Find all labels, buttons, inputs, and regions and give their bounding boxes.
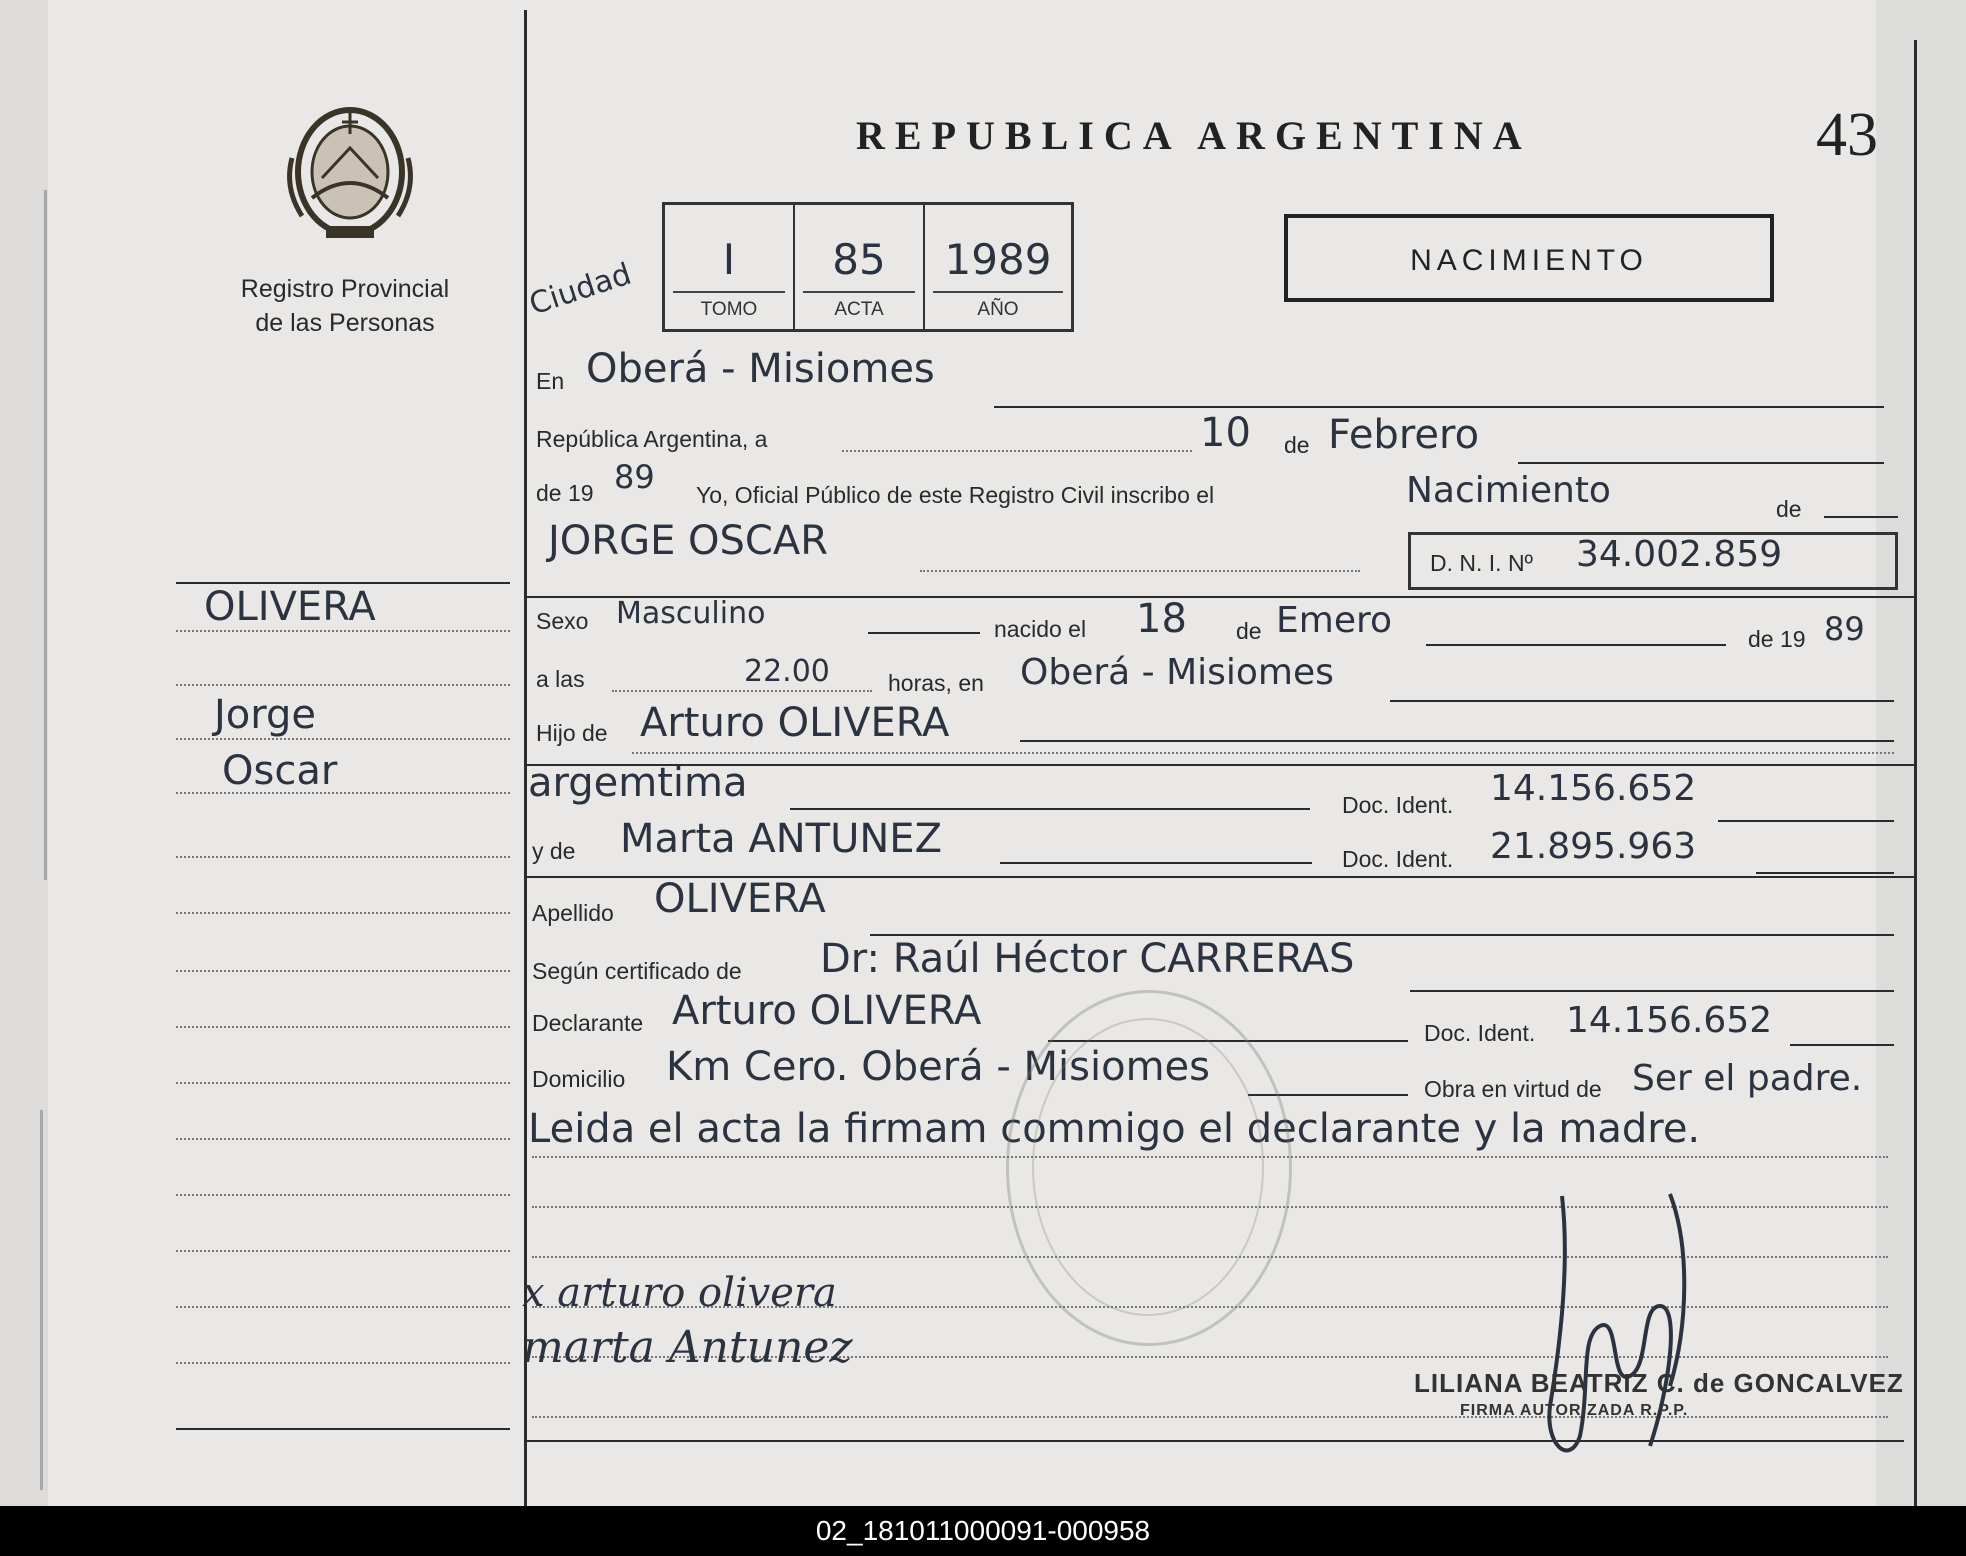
month-value: Febrero (1328, 412, 1480, 458)
dni-label: D. N. I. Nº (1430, 550, 1533, 576)
act-type-box (1284, 214, 1774, 302)
a-las-label: a las (536, 666, 585, 692)
birth-year: 89 (1824, 610, 1865, 648)
page-number: 43 (1816, 101, 1878, 169)
declarante-doc: 14.156.652 (1566, 1000, 1773, 1041)
acta-value: 85 (832, 235, 886, 284)
margin-dotline-13 (176, 1306, 510, 1308)
signature-mother: marta Antunez (522, 1322, 853, 1373)
declarante-label: Declarante (532, 1010, 644, 1036)
apellido-label: Apellido (532, 900, 614, 926)
country-title: REPUBLICA ARGENTINA (856, 113, 1532, 158)
father-name: Arturo OLIVERA (640, 700, 950, 746)
birth-year-prefix: de 19 (1748, 626, 1806, 652)
declarante-value: Arturo OLIVERA (672, 988, 982, 1034)
margin-dotline-4 (176, 792, 510, 794)
inscribo-value: Nacimiento (1406, 470, 1611, 511)
margin-dotline-9 (176, 1082, 510, 1084)
margin-dotline-2 (176, 684, 510, 686)
dni-value: 34.002.859 (1576, 534, 1783, 575)
margin-dotline-5 (176, 856, 510, 858)
ano-label: AÑO (977, 299, 1019, 320)
hour-value: 22.00 (744, 654, 830, 689)
republica-label: República Argentina, a (536, 426, 768, 452)
birth-de-label: de (1236, 618, 1262, 644)
obra-label: Obra en virtud de (1424, 1076, 1602, 1102)
tomo-cell (665, 205, 795, 329)
margin-given-1: Jorge (214, 692, 317, 738)
margin-dotline-6 (176, 912, 510, 914)
act-type-label: NACIMIENTO (1410, 244, 1648, 277)
y-de-label: y de (532, 838, 576, 864)
registry-stamp-inner (1032, 1018, 1264, 1316)
leida-text: Leida el acta la firmam commigo el declarante y la madre. (528, 1106, 1701, 1152)
child-name: JORGE OSCAR (548, 518, 829, 564)
domicilio-value: Km Cero. Oberá - Misiomes (666, 1044, 1210, 1090)
act-number-box (662, 202, 1074, 332)
sexo-value: Masculino (616, 596, 766, 631)
month-de-label: de (1284, 432, 1310, 458)
nacido-label: nacido el (994, 616, 1087, 642)
image-id-caption: 02_181011000091-000958 (815, 1515, 1151, 1546)
birth-month: Emero (1276, 600, 1392, 641)
obra-value: Ser el padre. (1632, 1058, 1863, 1099)
declarante-doc-line (1790, 1044, 1894, 1046)
de-label-2: de (1776, 496, 1802, 522)
margin-surname: OLIVERA (204, 584, 376, 630)
name-dotline (920, 570, 1360, 572)
day-dotline (842, 450, 1192, 452)
year-prefix: de 19 (536, 480, 594, 506)
birth-day: 18 (1136, 596, 1187, 642)
en-line (994, 406, 1884, 408)
mother-line (1000, 862, 1312, 864)
mother-doc-label: Doc. Ident. (1342, 846, 1454, 872)
oficial-text: Yo, Oficial Público de este Registro Civil inscribo el (696, 482, 1215, 508)
binding-stitch (44, 190, 47, 880)
segun-label: Según certificado de (532, 958, 742, 984)
declarante-doc-label: Doc. Ident. (1424, 1020, 1536, 1046)
mother-doc-line (1756, 872, 1894, 874)
hijo-label: Hijo de (536, 720, 608, 746)
tomo-value: I (722, 235, 736, 284)
registry-name (200, 272, 490, 340)
hour-dotline (612, 690, 872, 692)
official-signature-icon (1520, 1186, 1720, 1472)
mother-name: Marta ANTUNEZ (620, 816, 942, 862)
acta-label: ACTA (834, 299, 884, 320)
birth-place-line (1390, 700, 1894, 702)
sexo-line (868, 632, 980, 634)
father-nationality: argemtima (528, 760, 748, 806)
margin-dotline-7 (176, 970, 510, 972)
de-line-2 (1824, 516, 1898, 518)
en-value: Oberá - Misiomes (586, 346, 935, 392)
margin-dotline-10 (176, 1138, 510, 1140)
sexo-label: Sexo (536, 608, 589, 634)
signature-father: x arturo olivera (522, 1270, 837, 1316)
acta-cell (795, 205, 925, 329)
margin-dotline-8 (176, 1026, 510, 1028)
month-line (1518, 462, 1884, 464)
tomo-label: TOMO (700, 299, 758, 320)
ano-underline (933, 291, 1063, 293)
registry-line-2: de las Personas (255, 309, 435, 337)
horas-label: horas, en (888, 670, 984, 696)
margin-dotline-12 (176, 1250, 510, 1252)
province-seal-icon (282, 98, 418, 246)
official-name: LILIANA BEATRIZ C. de GONCALVEZ (1414, 1368, 1904, 1398)
margin-dotline-1 (176, 630, 510, 632)
mother-doc: 21.895.963 (1490, 826, 1697, 867)
birth-place: Oberá - Misiomes (1020, 652, 1334, 693)
act-prefix: Ciudad (525, 256, 636, 323)
domicilio-label: Domicilio (532, 1066, 626, 1092)
en-label: En (536, 368, 565, 394)
ano-cell (925, 205, 1071, 329)
segun-line (1410, 990, 1894, 992)
birth-month-line (1426, 644, 1726, 646)
father-doc-label: Doc. Ident. (1342, 792, 1454, 818)
frame-right-line (1914, 40, 1917, 1506)
father-doc-line (1718, 820, 1894, 822)
day-value: 10 (1200, 410, 1251, 456)
father-doc: 14.156.652 (1490, 768, 1697, 809)
registry-line-1: Registro Provincial (240, 275, 450, 303)
tomo-underline (673, 291, 785, 293)
segun-value: Dr: Raúl Héctor CARRERAS (820, 936, 1355, 982)
father-dotline (632, 752, 1894, 754)
margin-given-2: Oscar (222, 748, 338, 794)
binding-stitch (40, 1110, 43, 1490)
margin-bottom-line (176, 1428, 510, 1430)
official-title: FIRMA AUTORIZADA R.P.P. (1460, 1402, 1689, 1419)
margin-dotline-11 (176, 1194, 510, 1196)
ano-value: 1989 (944, 235, 1052, 284)
year-value: 89 (614, 458, 655, 496)
nationality-line (790, 808, 1310, 810)
father-line (1020, 740, 1894, 742)
apellido-value: OLIVERA (654, 876, 826, 922)
acta-underline (803, 291, 915, 293)
margin-dotline-14 (176, 1362, 510, 1364)
margin-dotline-3 (176, 738, 510, 740)
